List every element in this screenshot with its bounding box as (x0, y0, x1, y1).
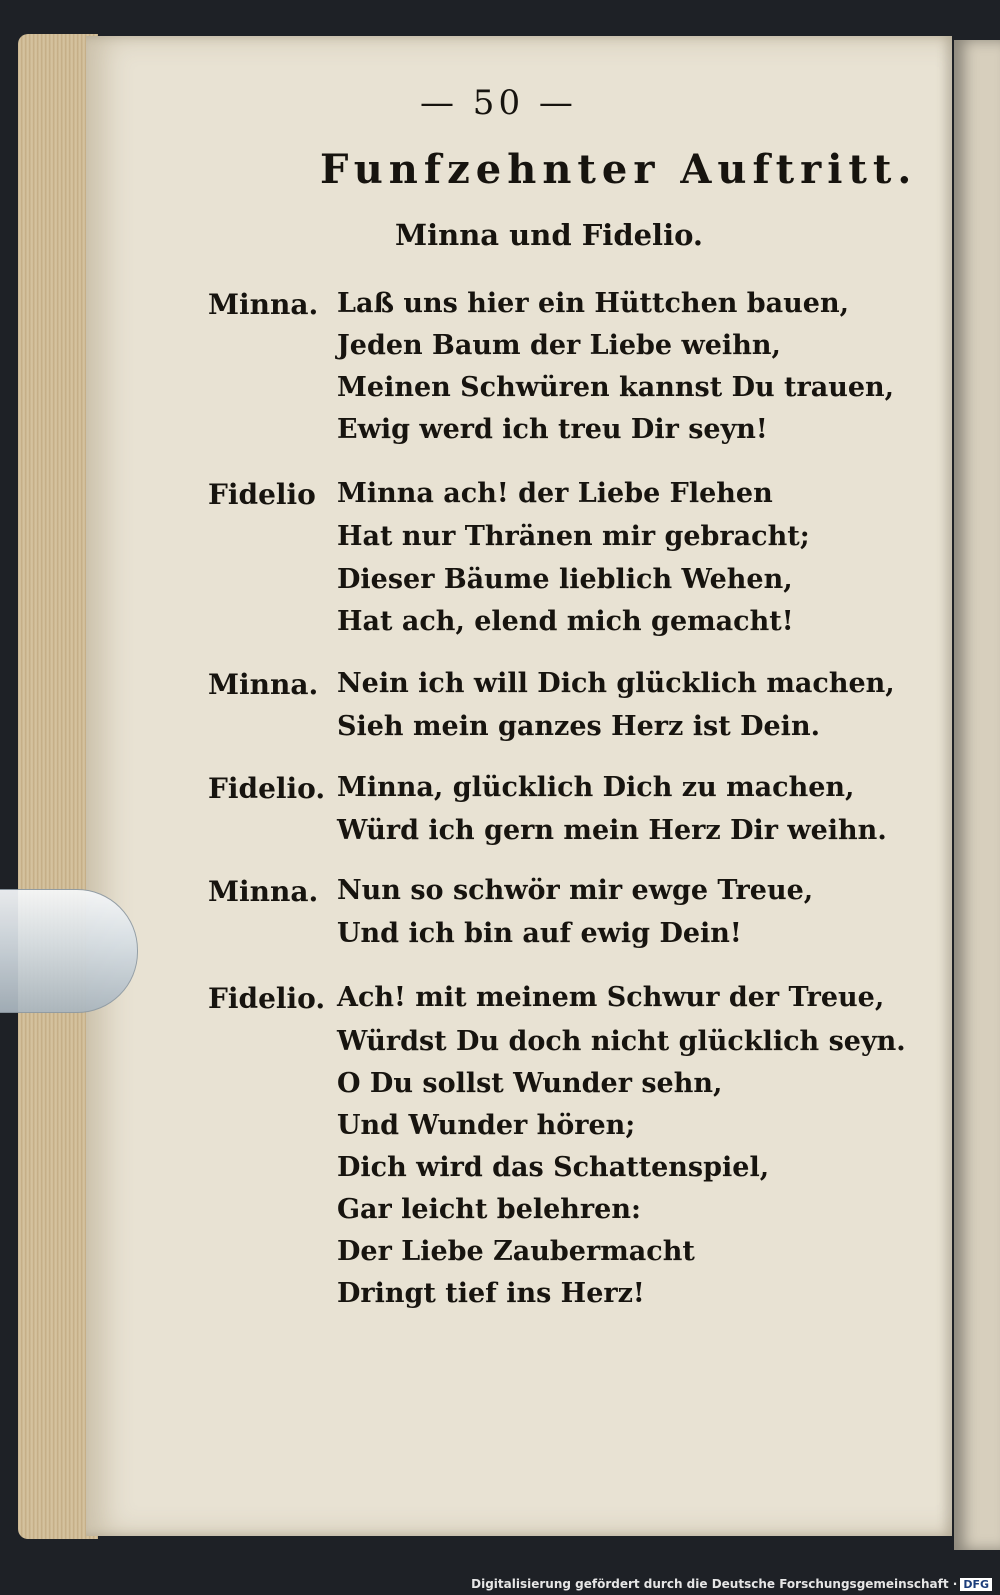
verse-line: Würdst Du doch nicht glücklich seyn. (337, 1026, 906, 1057)
verse-line: O Du sollst Wunder sehn, (337, 1068, 723, 1099)
speaker-label: Fidelio. (208, 772, 326, 805)
speaker-label: Minna. (208, 288, 319, 321)
scene-characters: Minna und Fidelio. (395, 218, 704, 252)
verse-line: Würd ich gern mein Herz Dir weihn. (337, 815, 887, 846)
verse-line: Minna ach! der Liebe Flehen (337, 478, 773, 509)
page-holder-clip (0, 889, 138, 1013)
scene-title: Funfzehnter Auftritt. (320, 146, 918, 193)
facing-page-edge (954, 40, 1000, 1550)
verse-line: Hat nur Thränen mir gebracht; (337, 521, 810, 552)
verse-line: Dringt tief ins Herz! (337, 1278, 645, 1309)
verse-line: Dich wird das Schattenspiel, (337, 1152, 770, 1183)
dfg-logo: DFG (960, 1578, 992, 1591)
verse-line: Meinen Schwüren kannst Du trauen, (337, 372, 895, 403)
verse-line: Gar leicht belehren: (337, 1194, 641, 1225)
verse-line: Und Wunder hören; (337, 1110, 636, 1141)
verse-line: Jeden Baum der Liebe weihn, (337, 330, 781, 361)
page-number: — 50 — (420, 83, 577, 123)
verse-line: Und ich bin auf ewig Dein! (337, 918, 742, 949)
verse-line: Dieser Bäume lieblich Wehen, (337, 564, 793, 595)
verse-line: Minna, glücklich Dich zu machen, (337, 772, 855, 803)
speaker-label: Minna. (208, 875, 319, 908)
verse-line: Ach! mit meinem Schwur der Treue, (337, 982, 885, 1013)
verse-line: Nein ich will Dich glücklich machen, (337, 668, 895, 699)
verse-line: Der Liebe Zaubermacht (337, 1236, 695, 1267)
speaker-label: Minna. (208, 668, 319, 701)
verse-line: Sieh mein ganzes Herz ist Dein. (337, 711, 820, 742)
verse-line: Nun so schwör mir ewge Treue, (337, 875, 814, 906)
speaker-label: Fidelio. (208, 982, 326, 1015)
verse-line: Laß uns hier ein Hüttchen bauen, (337, 288, 849, 319)
verse-line: Hat ach, elend mich gemacht! (337, 606, 794, 637)
verse-line: Ewig werd ich treu Dir seyn! (337, 414, 768, 445)
speaker-label: Fidelio (208, 478, 316, 511)
digitization-credit (471, 1577, 992, 1591)
credit-text: Digitalisierung gefördert durch die Deutsche Forschungsgemeinschaft · (471, 1577, 958, 1591)
